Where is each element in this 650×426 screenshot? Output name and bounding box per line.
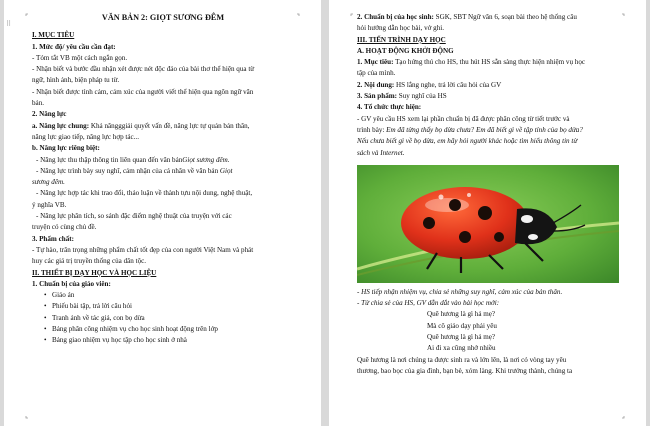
list-item: • Phiếu bài tập, trả lời câu hỏi bbox=[32, 301, 294, 312]
drag-handle-icon[interactable]: ⠿ bbox=[6, 20, 12, 28]
text: - Năng lực thu thập thông tin liên quan đến văn bản bbox=[36, 155, 183, 164]
italic-text: Em đã từng thấy bọ dừa chưa? Em đã biết gì về tập tính của bọ dừa? bbox=[386, 125, 583, 134]
subheading: A. HOẠT ĐỘNG KHỞI ĐỘNG bbox=[357, 46, 454, 55]
text: Suy nghĩ của HS bbox=[397, 92, 447, 101]
document-page-1 bbox=[4, 0, 321, 426]
subheading: 2. Năng lực bbox=[32, 110, 67, 119]
subheading: 4. Tổ chức thực hiện: bbox=[357, 103, 422, 112]
crop-mark-top-left-icon bbox=[345, 8, 353, 16]
crop-mark-top-left-icon bbox=[20, 8, 28, 16]
crop-mark-top-right-icon bbox=[622, 8, 630, 16]
section-heading-equipment: II. THIẾT BỊ DẠY HỌC VÀ HỌC LIỆU bbox=[32, 268, 157, 277]
poem-line: Quê hương là gì hả mẹ? bbox=[427, 310, 496, 319]
page-1-body bbox=[32, 8, 294, 347]
crop-mark-top-right-icon bbox=[297, 8, 305, 16]
text-line bbox=[32, 155, 294, 166]
poem-line: Quê hương là gì hả mẹ? bbox=[427, 333, 496, 342]
document-title: VĂN BẢN 2: GIỌT SƯƠNG ĐÊM bbox=[101, 13, 225, 22]
list-item: • Bảng phân công nhiệm vụ cho học sinh hoạt động trên lớp bbox=[32, 324, 294, 335]
text-line: - Năng lực phân tích, so sánh đặc điểm nghệ thuật của truyện với các bbox=[36, 212, 232, 221]
ladybug-photo[interactable] bbox=[357, 165, 619, 283]
ladybug-image bbox=[357, 165, 619, 283]
subheading: 1. Chuẩn bị của giáo viên: bbox=[32, 279, 111, 288]
text-line: - Tự hào, trân trọng những phẩm chất tốt đẹp của con người Việt Nam và phát bbox=[32, 245, 254, 254]
text-line: - Tóm tắt VB một cách ngắn gọn. bbox=[32, 53, 128, 62]
text-line: - Nhận biết được tình cảm, cảm xúc của người viết thể hiện qua ngôn ngữ văn bbox=[32, 87, 254, 96]
text-line bbox=[357, 12, 619, 23]
document-page-2 bbox=[329, 0, 646, 426]
label: 2. Chuẩn bị của học sinh: bbox=[357, 13, 434, 21]
section-heading-procedure: III. TIẾN TRÌNH DẠY HỌC bbox=[357, 35, 446, 44]
subheading: 1. Mức độ/ yêu cầu cần đạt: bbox=[32, 42, 116, 51]
label: a. Năng lực chung: bbox=[32, 121, 90, 130]
text-line: thương, bao bọc của gia đình, bạn bè, xóm làng. Khi trưởng thành, chúng ta bbox=[357, 366, 573, 375]
text-line: ngữ, hình ảnh, biện pháp tu từ. bbox=[32, 76, 120, 85]
italic-text: Giọt sương đêm. bbox=[182, 155, 230, 164]
list-item: • Tranh ảnh về tác giả, con bọ dừa bbox=[32, 313, 294, 324]
text: trình bày: bbox=[357, 125, 387, 134]
text-line: Nếu chưa biết gì về bọ dừa, em hãy hỏi người khác hoặc tìm hiểu thông tin từ bbox=[357, 137, 578, 146]
text-line: năng lực giao tiếp, năng lực hợp tác... bbox=[32, 132, 139, 141]
text-line: sương đêm. bbox=[32, 178, 65, 187]
text-line: - Từ chia sẻ của HS, GV dẫn dắt vào bài học mới: bbox=[357, 299, 500, 308]
text-line bbox=[357, 91, 619, 102]
subheading: 3. Phẩm chất: bbox=[32, 234, 74, 243]
list-item: • Giáo án bbox=[32, 290, 294, 301]
text-line bbox=[357, 57, 619, 68]
text-line: huy các giá trị truyền thống của dân tộc. bbox=[32, 257, 147, 266]
text-line: tập của mình. bbox=[357, 69, 396, 78]
label: 2. Nội dung: bbox=[357, 80, 395, 89]
text: SGK, SBT Ngữ văn 6, soạn bài theo hệ thống câu bbox=[433, 13, 577, 21]
label: 3. Sản phẩm: bbox=[357, 92, 398, 101]
text: HS lắng nghe, trả lời câu hỏi của GV bbox=[394, 80, 502, 89]
text-line: - Nhận biết và bước đầu nhận xét được nét độc đáo của bài thơ thể hiện qua từ bbox=[32, 65, 255, 74]
text: - Năng lực trình bày suy nghĩ, cảm nhận của cá nhân về văn bản bbox=[36, 166, 220, 175]
text-line: Quê hương là nơi chúng ta được sinh ra và lớn lên, là nơi có vòng tay yêu bbox=[357, 355, 567, 364]
poem-line: Mà cô giáo dạy phải yêu bbox=[427, 321, 497, 330]
section-heading-objectives: I. MỤC TIÊU bbox=[32, 31, 75, 40]
crop-mark-bottom-right-icon bbox=[622, 416, 630, 424]
text-line bbox=[357, 80, 619, 91]
text-line bbox=[32, 166, 294, 177]
text-line: truyện có cùng chủ đề. bbox=[32, 223, 97, 232]
page-2-body bbox=[357, 12, 619, 377]
italic-text: Giọt bbox=[219, 166, 233, 175]
text-line: bản. bbox=[32, 99, 45, 108]
text-line: sách và Internet. bbox=[357, 148, 405, 157]
text-line bbox=[32, 121, 294, 132]
text-line: - HS tiếp nhận nhiệm vụ, chia sẻ những suy nghĩ, cảm xúc của bản thân. bbox=[357, 287, 563, 296]
label: 1. Mục tiêu: bbox=[357, 58, 394, 67]
text-line: ý nghĩa VB. bbox=[32, 200, 67, 209]
text: Khả năngggiải quyết vấn đề, năng lực tự quản bản thân, bbox=[89, 121, 250, 130]
text-line: - GV yêu cầu HS xem lại phần chuẩn bị đã được phân công từ tiết trước và bbox=[357, 114, 570, 123]
list-item: • Bảng giao nhiệm vụ học tập cho học sinh ở nhà bbox=[32, 335, 294, 346]
text-line bbox=[357, 125, 619, 136]
poem-line: Ai đi xa cũng nhớ nhiều bbox=[427, 344, 496, 353]
text: Tạo hứng thú cho HS, thu hút HS sẵn sàng thực hiện nhiệm vụ học bbox=[393, 58, 586, 67]
subheading: b. Năng lực riêng biệt: bbox=[32, 144, 100, 153]
text-line: - Năng lực hợp tác khi trao đổi, thảo luận về thành tựu nội dung, nghệ thuật, bbox=[36, 189, 253, 198]
text-line: hỏi hướng dẫn học bài, vở ghi. bbox=[357, 24, 445, 33]
crop-mark-bottom-left-icon bbox=[20, 416, 28, 424]
